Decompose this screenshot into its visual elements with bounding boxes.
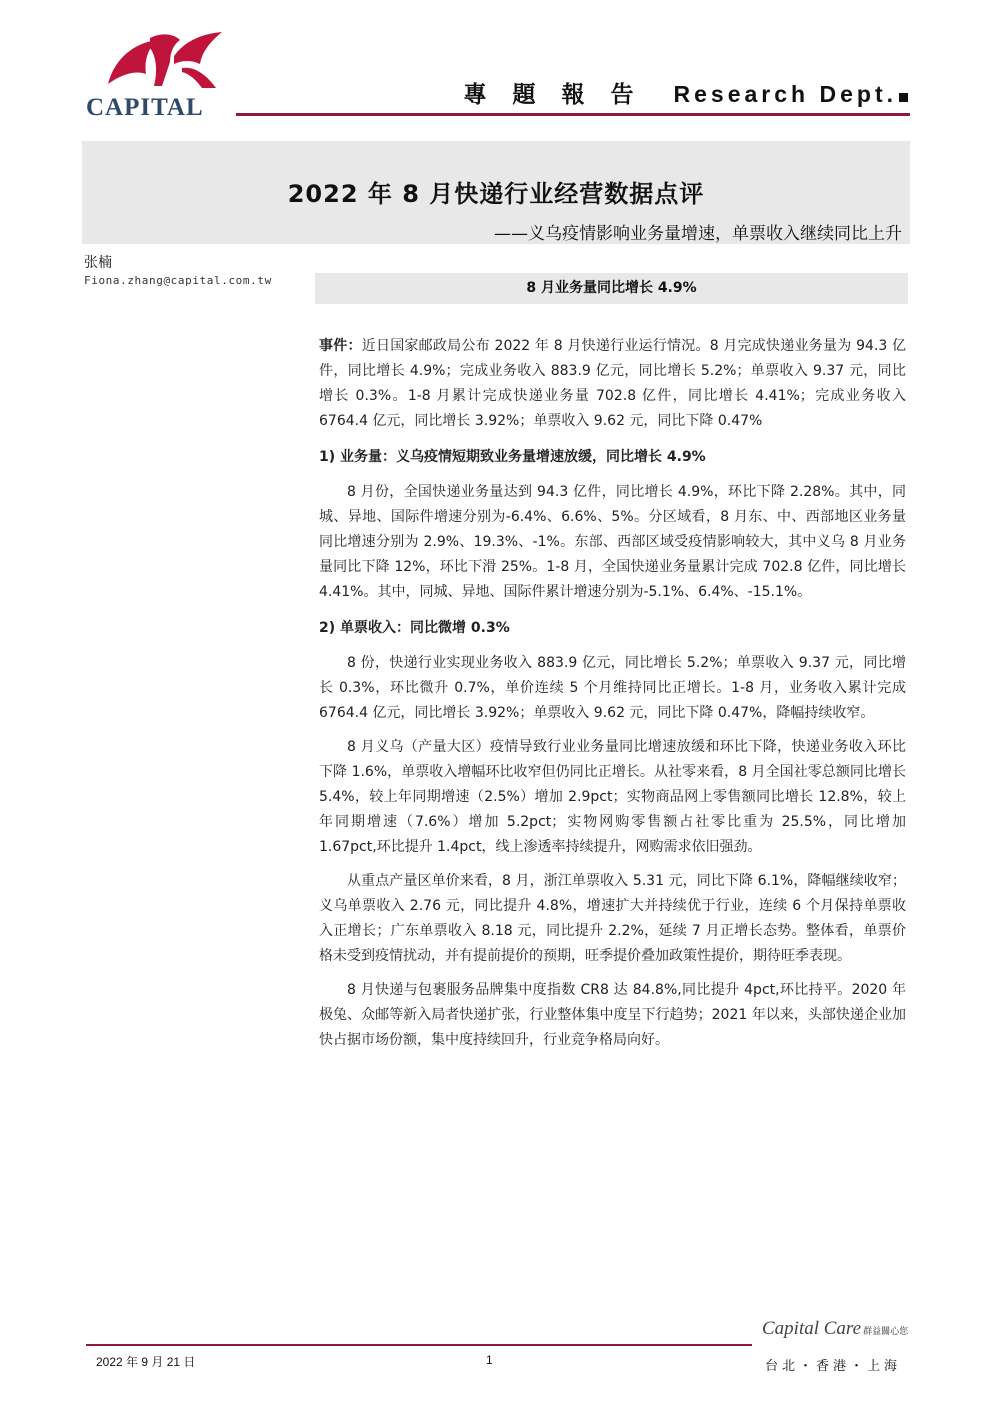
footer-date: 2022 年 9 月 21 日 (96, 1355, 196, 1369)
section2-paragraph-1: 8 份，快递行业实现业务收入 883.9 亿元，同比增长 5.2%；单票收入 9.37 元，同比增长 0.3%，环比微升 0.7%，单价连续 5 个月维持同比正增长。1-8 月，业务收入累计完成 6764.4 亿元，同比增长 3.92%；单票收入 9.62 元，同比下降 0.47%，降幅持续收窄。 (319, 655, 906, 721)
report-title: 2022 年 8 月快递行业经营数据点评 (287, 180, 705, 208)
event-text: 近日国家邮政局公布 2022 年 8 月快递行业运行情况。8 月完成快递业务量为 94.3 亿件，同比增长 4.9%；完成业务收入 883.9 亿元，同比增长 5.2%；单票收入 9.37 元，同比增长 0.3%。1-8 月累计完成快递业务量 702.8 亿件，同比增长 4.41%；完成业务收入 6764.4 亿元，同比增长 3.92%；单票收入 9.62 元，同比下降 0.47% (319, 338, 907, 429)
header-title-zh: 專題報告 (463, 82, 660, 108)
section1-heading: 1) 业务量：义乌疫情短期致业务量增速放缓，同比增长 4.9% (319, 449, 706, 465)
highlight-banner: 8 月业务量同比增长 4.9% (315, 273, 908, 304)
report-subtitle: ——义乌疫情影响业务量增速，单票收入继续同比上升 (494, 224, 902, 244)
footer-divider (86, 1344, 752, 1346)
event-paragraph (319, 334, 906, 434)
logo-text: CAPITAL (86, 94, 204, 121)
title-block (82, 141, 910, 244)
eagle-icon (104, 30, 224, 92)
section2-heading: 2) 单票收入：同比微增 0.3% (319, 620, 510, 636)
footer-brand-logo (762, 1318, 912, 1340)
footer-cities: 台北・香港・上海 (765, 1359, 902, 1374)
section2-paragraph-2: 8 月义乌（产量大区）疫情导致行业业务量同比增速放缓和环比下降，快递业务收入环比下降 1.6%，单票收入增幅环比收窄但仍同比正增长。从社零来看，8 月全国社零总额同比增长 5.4%，较上年同期增速（2.5%）增加 2.9pct；实物商品网上零售额同比增长 12.8%，较上年同期增速（7.6%）增加 5.2pct；实物网购零售额占社零比重为 25.5%，同比增加 1.67pct,环比提升 1.4pct，线上渗透率持续提升，网购需求依旧强劲。 (319, 739, 906, 855)
brand-name: Capital Care (762, 1318, 862, 1339)
header-title (464, 76, 908, 109)
section2-paragraph-4: 8 月快递与包裹服务品牌集中度指数 CR8 达 84.8%,同比提升 4pct,环比持平。2020 年极兔、众邮等新入局者快递扩张，行业整体集中度呈下行趋势；2021 年以来，头部快递企业加快占据市场份额，集中度持续回升，行业竞争格局向好。 (319, 982, 906, 1048)
report-body (319, 334, 906, 1053)
author-name: 张楠 (84, 255, 112, 271)
brand-tagline: 群益關心您 (863, 1327, 909, 1337)
event-label: 事件： (319, 338, 362, 354)
section1-paragraph: 8 月份，全国快递业务量达到 94.3 亿件，同比增长 4.9%，环比下降 2.28%。其中，同城、异地、国际件增速分别为-6.4%、6.6%、5%。分区域看，8 月东、中、西部地区业务量同比增速分别为 2.9%、19.3%、-1%。东部、西部区域受疫情影响较大，其中义乌 8 月业务量同比下降 12%，环比下滑 25%。1-8 月，全国快递业务量累计完成 702.8 亿件，同比增长 4.41%。其中，同城、异地、国际件累计增速分别为-5.1%、6.4%、-15.1%。 (319, 484, 906, 600)
company-logo (86, 30, 236, 120)
square-mark-icon (899, 93, 908, 102)
author-email: Fiona.zhang@capital.com.tw (84, 274, 272, 287)
section2-paragraph-3: 从重点产量区单价来看，8 月，浙江单票收入 5.31 元，同比下降 6.1%，降幅继续收窄；义乌单票收入 2.76 元，同比提升 4.8%，增速扩大并持续优于行业，连续 6 个月保持单票收入正增长；广东单票收入 8.18 元，同比提升 2.2%，延续 7 月正增长态势。整体看，单票价格未受到疫情扰动，并有提前提价的预期，旺季提价叠加政策性提价，期待旺季表现。 (319, 873, 906, 964)
header-title-en: Research Dept. (673, 81, 897, 107)
header-divider (236, 113, 910, 116)
page-number: 1 (486, 1353, 493, 1367)
